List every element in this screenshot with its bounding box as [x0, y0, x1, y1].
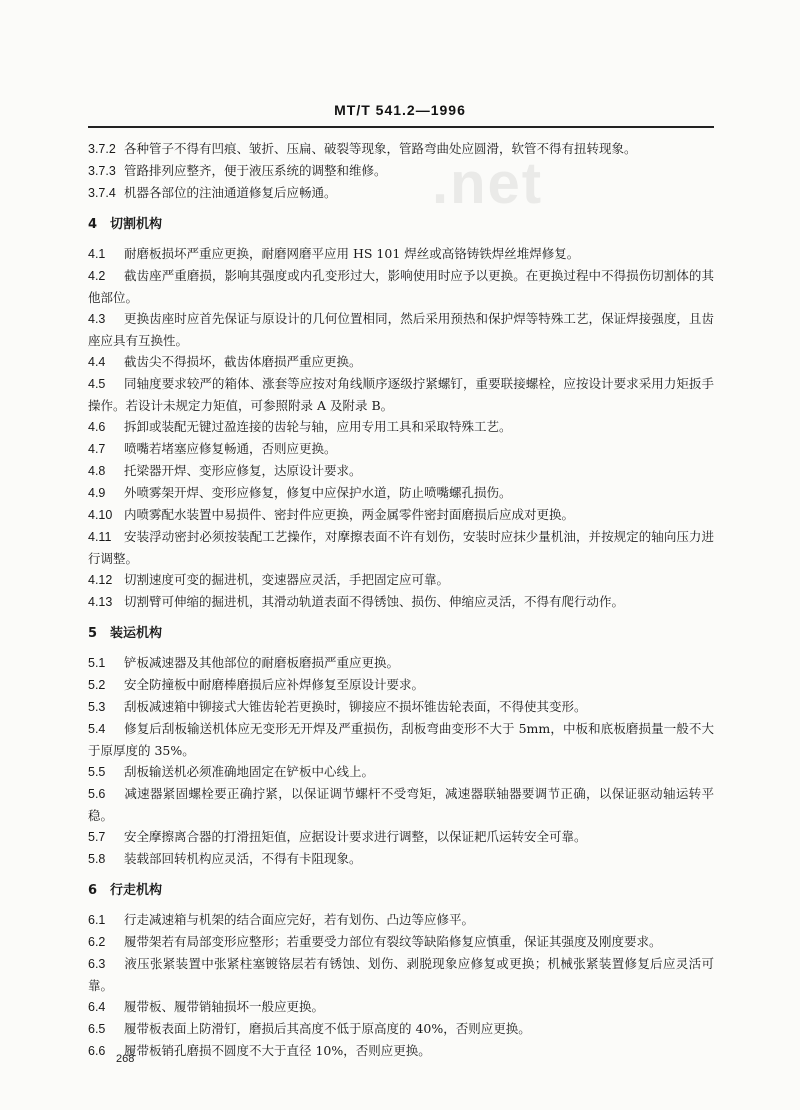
clause-4-2 — [88, 265, 714, 308]
section-title: 行走机构 — [110, 883, 163, 898]
clause-4-13 — [88, 591, 714, 613]
clause-text: 管路排列应整齐，便于液压系统的调整和维修。 — [124, 163, 387, 178]
clause-number: 6.3 — [88, 957, 106, 971]
clause-4-3 — [88, 308, 714, 351]
clause-text: 托梁器开焊、变形应修复，达原设计要求。 — [124, 463, 362, 478]
clause-3-7-3 — [88, 160, 714, 182]
clause-number: 6.6 — [88, 1044, 106, 1058]
watermark: .net — [432, 151, 544, 216]
clause-3-7-2 — [88, 138, 714, 160]
clause-4-12 — [88, 569, 714, 591]
clause-text: 喷嘴若堵塞应修复畅通，否则应更换。 — [124, 441, 337, 456]
section-heading — [88, 880, 714, 901]
clause-number: 4.4 — [88, 355, 106, 369]
clause-text: 耐磨板损坏严重应更换，耐磨网磨平应用 HS 101 焊丝或高铬铸铁焊丝堆焊修复。 — [124, 246, 580, 261]
clause-number: 4.6 — [88, 420, 106, 434]
section-number: 6 — [88, 883, 98, 898]
clause-number: 4.8 — [88, 464, 106, 478]
clause-text: 装载部回转机构应灵活，不得有卡阻现象。 — [124, 851, 362, 866]
section-title: 切割机构 — [110, 217, 163, 232]
clause-5-7 — [88, 826, 714, 848]
clause-number: 5.8 — [88, 852, 106, 866]
clause-5-3 — [88, 696, 714, 718]
clause-number: 4.2 — [88, 269, 106, 283]
clause-text: 刮板输送机必须准确地固定在铲板中心线上。 — [124, 764, 375, 779]
clause-number: 4.5 — [88, 377, 106, 391]
clause-text: 外喷雾架开焊、变形应修复，修复中应保护水道，防止喷嘴螺孔损伤。 — [124, 485, 512, 500]
clause-3-7-4 — [88, 182, 714, 204]
clause-number: 6.2 — [88, 935, 106, 949]
clause-4-1 — [88, 243, 714, 265]
clause-text: 切割速度可变的掘进机，变速器应灵活，手把固定应可靠。 — [124, 572, 450, 587]
clause-number: 5.1 — [88, 656, 106, 670]
clause-4-10 — [88, 504, 714, 526]
clause-number: 4.10 — [88, 508, 113, 522]
clause-number: 6.5 — [88, 1022, 106, 1036]
clause-text: 安全防撞板中耐磨棒磨损后应补焊修复至原设计要求。 — [124, 677, 425, 692]
clause-4-6 — [88, 416, 714, 438]
clause-number: 4.3 — [88, 312, 106, 326]
header-rule — [88, 126, 714, 128]
section-title: 装运机构 — [110, 626, 163, 641]
clause-5-2 — [88, 674, 714, 696]
clause-number: 4.9 — [88, 486, 106, 500]
clause-text: 履带板表面上防滑钉，磨损后其高度不低于原高度的 40%，否则应更换。 — [124, 1021, 531, 1036]
clause-text: 行走减速箱与机架的结合面应完好，若有划伤、凸边等应修平。 — [124, 912, 475, 927]
clause-number: 5.4 — [88, 722, 106, 736]
clause-number: 3.7.2 — [88, 142, 116, 156]
clause-text: 更换齿座时应首先保证与原设计的几何位置相同，然后采用预热和保护焊等特殊工艺，保证焊接强度，且齿座应具有互换性。 — [88, 311, 714, 348]
clause-number: 4.7 — [88, 442, 106, 456]
clause-text: 截齿座严重磨损，影响其强度或内孔变形过大，影响使用时应予以更换。在更换过程中不得损伤切割体的其他部位。 — [88, 268, 714, 305]
clause-number: 3.7.4 — [88, 186, 116, 200]
clause-text: 履带板销孔磨损不圆度不大于直径 10%，否则应更换。 — [124, 1043, 431, 1058]
clause-text: 液压张紧装置中张紧柱塞镀铬层若有锈蚀、划伤、剥脱现象应修复或更换；机械张紧装置修复后应灵活可靠。 — [88, 956, 714, 993]
clause-text: 刮板减速箱中铆接式大锥齿轮若更换时，铆接应不损坏锥齿轮表面，不得使其变形。 — [124, 699, 587, 714]
clause-number: 5.2 — [88, 678, 106, 692]
clause-text: 安全摩擦离合器的打滑扭矩值，应据设计要求进行调整，以保证耙爪运转安全可靠。 — [124, 829, 587, 844]
clause-6-4 — [88, 996, 714, 1018]
clause-number: 4.11 — [88, 530, 112, 544]
clause-5-4 — [88, 718, 714, 761]
clause-number: 6.1 — [88, 913, 106, 927]
standard-code-header: MT/T 541.2—1996 — [334, 102, 466, 118]
section-heading — [88, 214, 714, 235]
clause-5-5 — [88, 761, 714, 783]
clause-text: 拆卸或装配无键过盈连接的齿轮与轴，应用专用工具和采取特殊工艺。 — [124, 419, 512, 434]
clause-5-8 — [88, 848, 714, 870]
clause-6-1 — [88, 909, 714, 931]
section-heading — [88, 623, 714, 644]
clause-text: 机器各部位的注油通道修复后应畅通。 — [124, 185, 337, 200]
clause-text: 内喷雾配水装置中易损件、密封件应更换，两金属零件密封面磨损后应成对更换。 — [124, 507, 575, 522]
clause-5-1 — [88, 652, 714, 674]
clause-text: 履带板、履带销轴损坏一般应更换。 — [124, 999, 325, 1014]
section-number: 5 — [88, 626, 98, 641]
clause-number: 4.1 — [88, 247, 106, 261]
clause-text: 各种管子不得有凹痕、皱折、压扁、破裂等现象，管路弯曲处应圆滑，软管不得有扭转现象。 — [124, 141, 637, 156]
clause-6-5 — [88, 1018, 714, 1040]
clause-number: 5.6 — [88, 787, 106, 801]
clause-text: 履带架若有局部变形应整形；若重要受力部位有裂纹等缺陷修复应慎重，保证其强度及刚度要求。 — [124, 934, 662, 949]
clause-number: 4.12 — [88, 573, 113, 587]
clause-number: 3.7.3 — [88, 164, 116, 178]
clause-text: 切割臂可伸缩的掘进机，其滑动轨道表面不得锈蚀、损伤、伸缩应灵活，不得有爬行动作。 — [124, 594, 625, 609]
clause-5-6 — [88, 783, 714, 826]
clause-6-3 — [88, 953, 714, 996]
clause-number: 5.5 — [88, 765, 106, 779]
clause-6-6 — [88, 1040, 714, 1062]
clause-4-5 — [88, 373, 714, 416]
clause-6-2 — [88, 931, 714, 953]
clause-number: 4.13 — [88, 595, 113, 609]
document-body — [88, 138, 714, 1062]
clause-4-7 — [88, 438, 714, 460]
clause-4-4 — [88, 351, 714, 373]
clause-4-8 — [88, 460, 714, 482]
clause-text: 减速器紧固螺栓要正确拧紧，以保证调节螺杆不受弯矩，减速器联轴器要调节正确，以保证驱动轴运转平稳。 — [88, 786, 714, 823]
clause-text: 安装浮动密封必须按装配工艺操作，对摩擦表面不许有划伤，安装时应抹少量机油，并按规定的轴向压力进行调整。 — [88, 529, 714, 566]
clause-text: 同轴度要求较严的箱体、涨套等应按对角线顺序逐级拧紧螺钉，重要联接螺栓，应按设计要求采用力矩扳手操作。若设计未规定力矩值，可参照附录 A 及附录 B。 — [88, 376, 714, 413]
section-number: 4 — [88, 217, 98, 232]
clause-4-9 — [88, 482, 714, 504]
page-number: 268 — [116, 1053, 135, 1065]
clause-number: 5.7 — [88, 830, 106, 844]
clause-4-11 — [88, 526, 714, 569]
clause-text: 修复后刮板输送机体应无变形无开焊及严重损伤，刮板弯曲变形不大于 5mm，中板和底板磨损量一般不大于原厚度的 35%。 — [88, 721, 714, 758]
clause-text: 铲板减速器及其他部位的耐磨板磨损严重应更换。 — [124, 655, 400, 670]
clause-number: 5.3 — [88, 700, 106, 714]
clause-number: 6.4 — [88, 1000, 106, 1014]
clause-text: 截齿尖不得损坏，截齿体磨损严重应更换。 — [124, 354, 362, 369]
